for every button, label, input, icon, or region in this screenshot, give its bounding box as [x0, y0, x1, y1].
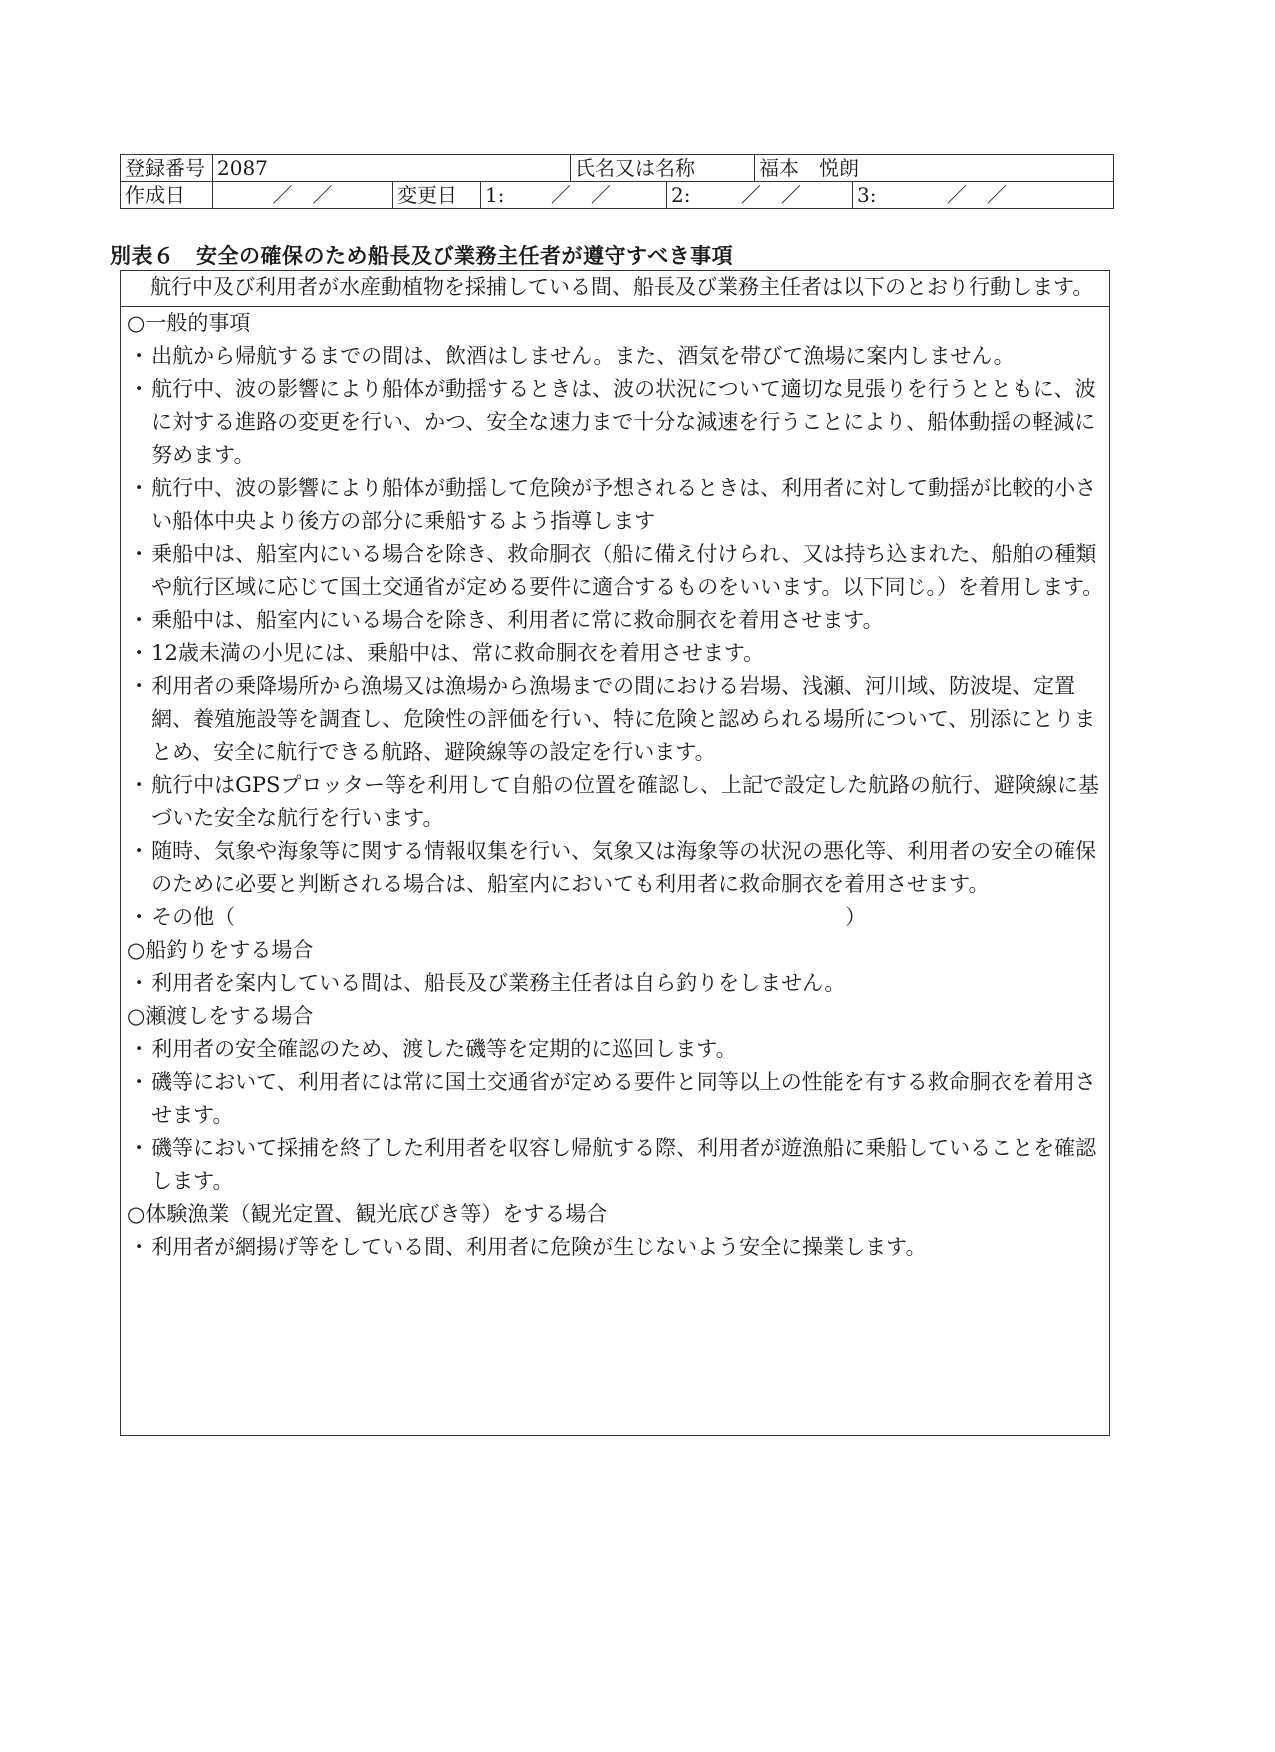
- registration-table: [120, 154, 1114, 209]
- change-2-date: ／ ／: [740, 183, 801, 207]
- rule-item-text: 利用者を案内している間は、船長及び業務主任者は自ら釣りをしません。: [151, 971, 846, 995]
- section-heading: ○瀬渡しをする場合: [127, 1004, 314, 1028]
- bullet-mark: ・: [128, 905, 150, 929]
- rule-item-other: [127, 901, 1105, 934]
- section-heading: ○一般的事項: [127, 311, 251, 335]
- rule-item: [127, 1066, 1105, 1132]
- rule-item: [127, 472, 1105, 538]
- registration-number-value: 2087: [213, 155, 571, 182]
- other-label: その他（: [151, 905, 236, 929]
- other-close: ）: [845, 905, 867, 929]
- section-heading: ○船釣りをする場合: [127, 938, 314, 962]
- bullet-mark: ・: [128, 1070, 150, 1094]
- rule-item-text: 磯等において、利用者には常に国土交通省が定める要件と同等以上の性能を有する救命胴衣を着用させます。: [151, 1070, 1096, 1127]
- bullet-mark: ・: [128, 476, 150, 500]
- bullet-mark: ・: [128, 971, 150, 995]
- bullet-mark: ・: [128, 377, 150, 401]
- bullet-mark: ・: [128, 839, 150, 863]
- rule-item: [127, 373, 1105, 472]
- change-3-label: 3:: [857, 183, 877, 207]
- rule-item: [127, 670, 1105, 769]
- rule-item: [127, 835, 1105, 901]
- rule-item: [127, 1033, 1105, 1066]
- change-2-label: 2:: [671, 183, 691, 207]
- change-1: [481, 182, 667, 209]
- name-value: 福本 悦朗: [755, 155, 1114, 182]
- created-date-label: 作成日: [121, 182, 213, 209]
- bullet-mark: ・: [128, 608, 150, 632]
- rule-item-text: 利用者の安全確認のため、渡した磯等を定期的に巡回します。: [151, 1037, 737, 1061]
- bullet-mark: ・: [128, 773, 150, 797]
- bullet-mark: ・: [128, 542, 150, 566]
- bullet-mark: ・: [128, 1136, 150, 1160]
- bullet-mark: ・: [128, 344, 150, 368]
- rule-item-text: 乗船中は、船室内にいる場合を除き、利用者に常に救命胴衣を着用させます。: [151, 608, 884, 632]
- rule-item-text: 航行中はGPSプロッター等を利用して自船の位置を確認し、上記で設定した航路の航行、避険線に基づいた安全な航行を行います。: [151, 773, 1100, 830]
- rule-item-text: 利用者の乗降場所から漁場又は漁場から漁場までの間における岩場、浅瀬、河川域、防波堤、定置網、養殖施設等を調査し、危険性の評価を行い、特に危険と認められる場所について、別添にとりまとめ、安全に航行できる航路、避険線等の設定を行います。: [151, 674, 1096, 764]
- rule-item: [127, 637, 1105, 670]
- section-title: 別表６ 安全の確保のため船長及び業務主任者が遵守すべき事項: [110, 244, 734, 268]
- rules-body: [121, 307, 1109, 1264]
- name-label: 氏名又は名称: [571, 155, 755, 182]
- change-1-date: ／ ／: [550, 183, 611, 207]
- rule-item-text: 磯等において採捕を終了した利用者を収容し帰航する際、利用者が遊漁船に乗船していることを確認します。: [151, 1136, 1097, 1193]
- rule-item-text: 随時、気象や海象等に関する情報収集を行い、気象又は海象等の状況の悪化等、利用者の安全の確保のために必要と判断される場合は、船室内においても利用者に救命胴衣を着用させます。: [151, 839, 1097, 896]
- bullet-mark: ・: [128, 641, 150, 665]
- section-heading: ○体験漁業（観光定置、観光底びき等）をする場合: [127, 1202, 608, 1226]
- bullet-mark: ・: [128, 1235, 150, 1259]
- rules-box: [120, 270, 1110, 1436]
- rule-item: [127, 538, 1105, 604]
- rule-item: [127, 769, 1105, 835]
- registration-number-label: 登録番号: [121, 155, 213, 182]
- change-3-date: ／ ／: [946, 183, 1007, 207]
- bullet-mark: ・: [128, 1037, 150, 1061]
- rule-item-text: 12歳未満の小児には、乗船中は、常に救命胴衣を着用させます。: [151, 641, 765, 665]
- change-2: [667, 182, 853, 209]
- change-3: [853, 182, 1114, 209]
- rule-item: [127, 967, 1105, 1000]
- change-1-label: 1:: [485, 183, 505, 207]
- rule-item: [127, 1132, 1105, 1198]
- rule-item: [127, 1231, 1105, 1264]
- created-date-value: ／ ／: [213, 182, 393, 209]
- rule-item-text: 航行中、波の影響により船体が動揺するときは、波の状況について適切な見張りを行うとともに、波に対する進路の変更を行い、かつ、安全な速力まで十分な減速を行うことにより、船体動揺の軽減に努めます。: [151, 377, 1096, 467]
- rule-item-text: 出航から帰航するまでの間は、飲酒はしません。また、酒気を帯びて漁場に案内しません。: [151, 344, 1015, 368]
- rule-item: [127, 340, 1105, 373]
- intro-text: 航行中及び利用者が水産動植物を採捕している間、船長及び業務主任者は以下のとおり行動します。: [121, 271, 1109, 307]
- changed-date-label: 変更日: [393, 182, 481, 209]
- rule-item-text: 乗船中は、船室内にいる場合を除き、救命胴衣（船に備え付けられ、又は持ち込まれた、船舶の種類や航行区域に応じて国土交通省が定める要件に適合するものをいいます。以下同じ。）を着用します。: [151, 542, 1104, 599]
- bullet-mark: ・: [128, 674, 150, 698]
- rule-item: [127, 604, 1105, 637]
- rule-item-text: 利用者が網揚げ等をしている間、利用者に危険が生じないよう安全に操業します。: [151, 1235, 927, 1259]
- rule-item-text: 航行中、波の影響により船体が動揺して危険が予想されるときは、利用者に対して動揺が比較的小さい船体中央より後方の部分に乗船するよう指導します: [151, 476, 1097, 533]
